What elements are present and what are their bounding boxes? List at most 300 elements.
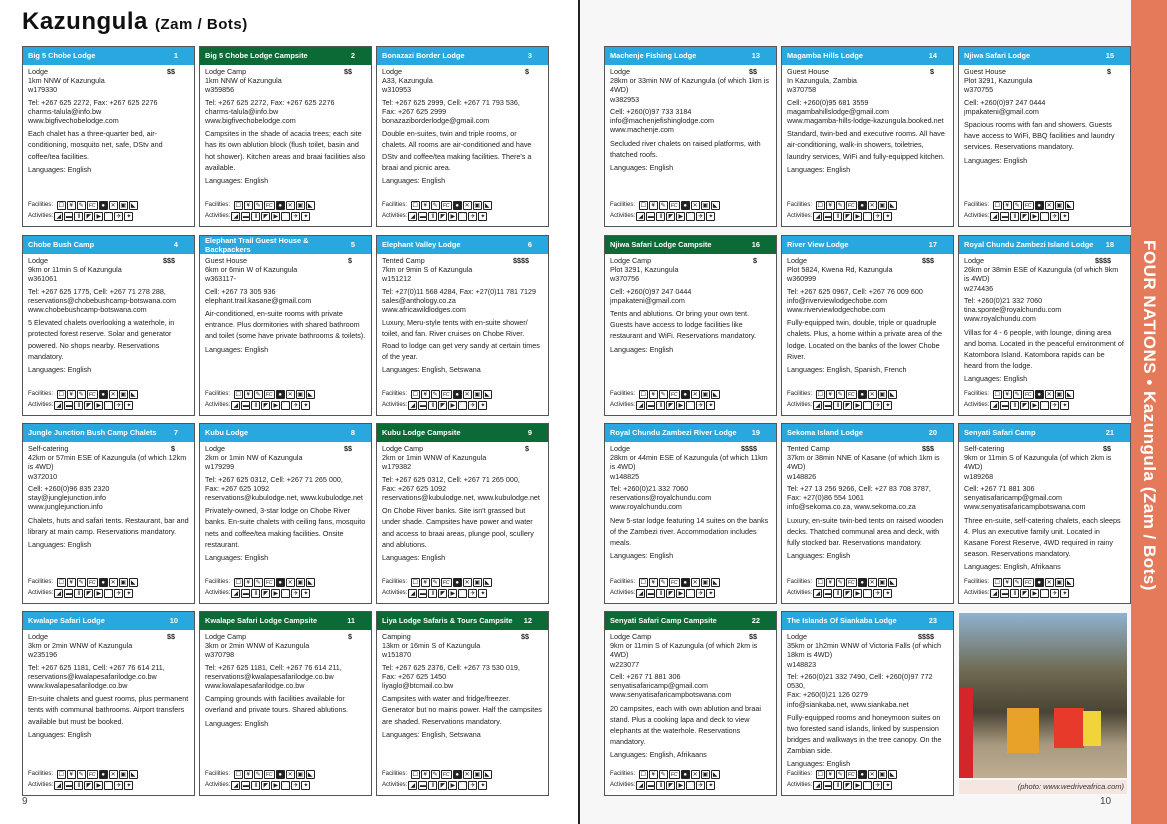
contact-line[interactable]: www.royalchundu.com xyxy=(964,314,1036,324)
contact-line: Tel: +267 625 1775, Cell: +267 71 278 288, xyxy=(28,286,166,296)
activity-icon: ◢ xyxy=(990,589,999,598)
activity-icon: ✦ xyxy=(303,403,309,409)
facilities-label: Facilities: xyxy=(610,770,636,777)
facility-icon: ● xyxy=(99,578,108,587)
facility-icon: FC xyxy=(264,578,275,587)
facility-icon: ◣ xyxy=(306,578,315,587)
activity-icon: ⌒ xyxy=(282,214,289,220)
activity-icon: Ⅱ xyxy=(833,401,842,410)
contact-line[interactable]: senyatisafaricamp@gmail.com xyxy=(964,493,1062,503)
activity-icon: ◢ xyxy=(990,212,999,221)
contact-line[interactable]: stay@junglejunction.info xyxy=(28,493,107,503)
listing-card xyxy=(22,235,195,416)
listing-code: w151212 xyxy=(382,274,412,284)
activity-icon: Ⅱ xyxy=(656,401,665,410)
listing-location: 9km or 11min S of Kazungula (of which 2km is 4WD) xyxy=(964,453,1112,472)
facility-icon: ✎ xyxy=(837,203,843,209)
facility-icon: ▣ xyxy=(879,772,886,778)
facility-icon: ◣ xyxy=(129,201,138,210)
facilities-label: Facilities: xyxy=(382,578,408,585)
price-rating: $ xyxy=(171,444,175,453)
icon-rows xyxy=(205,200,315,222)
facilities-label: Facilities: xyxy=(28,770,54,777)
contact-line[interactable]: reservations@kwalapesafarilodge.co.bw xyxy=(205,671,334,681)
contact-line[interactable]: www.magamba-hills-lodge-kazungula.booked.net xyxy=(787,116,944,126)
listing-languages: Languages: English xyxy=(610,162,674,172)
contact-line[interactable]: sales@anthology.co.za xyxy=(382,295,456,305)
contact-line[interactable]: info@machenjefishinglodge.com xyxy=(610,116,714,126)
facility-icon: ¥ xyxy=(67,578,76,587)
contact-line: Cell: +260(0)97 733 3184 xyxy=(610,106,692,116)
listing-card xyxy=(781,46,954,227)
facility-icon: ▣ xyxy=(702,772,709,778)
contact-line[interactable]: www.bigfivechobelodge.com xyxy=(205,116,296,126)
activity-icon: ◤ xyxy=(84,212,93,221)
activity-icon: ▶ xyxy=(853,212,862,221)
listing-name: Machenje Fishing Lodge xyxy=(610,51,697,61)
contact-line[interactable]: Fax: +267 625 1092 xyxy=(205,483,270,493)
activity-icon: ◤ xyxy=(438,212,447,221)
listing-header xyxy=(782,612,953,630)
listing-description: On Chobe River banks. Site isn't grassed but under shade. Campsites have power and water and access to braai areas, plunge pool, scullery and ablutions. xyxy=(382,506,534,549)
listing-type: Guest House xyxy=(964,67,1006,76)
contact-line: Tel: +267 625 2999, Cell: +267 71 793 536, xyxy=(382,97,520,107)
contact-line[interactable]: info@sekoma.co.za, www.sekoma.co.za xyxy=(787,502,916,512)
listing-description: Spacious rooms with fan and showers. Guests have access to WiFi, BBQ facilities and laundry services. Reservations mandatory. xyxy=(964,120,1115,152)
contact-block xyxy=(382,663,543,691)
facility-icon: ● xyxy=(99,770,108,779)
activity-icon: ✈ xyxy=(116,403,122,409)
listing-location: 9km or 11min S of Kazungula xyxy=(28,265,122,275)
facility-icon: ✕ xyxy=(869,203,875,209)
listing-location: 3km or 2min WNW of Kazungula xyxy=(28,641,133,651)
facility-icon: ☐ xyxy=(994,203,1000,209)
listing-name: Big 5 Chobe Lodge xyxy=(28,51,96,61)
page-number-right: 10 xyxy=(1100,796,1112,807)
contact-line[interactable]: www.chobebushcamp-botswana.com xyxy=(28,305,147,315)
activity-icon: ✦ xyxy=(480,214,486,220)
listing-type: Self-catering xyxy=(28,444,69,453)
activity-icon: ◤ xyxy=(261,589,270,598)
page-number-left: 9 xyxy=(22,796,28,807)
contact-line: Cell: +260(0)97 247 0444 xyxy=(610,286,692,296)
price-rating: $$ xyxy=(344,67,352,76)
activity-icon: Ⅱ xyxy=(74,401,83,410)
facility-icon: ● xyxy=(453,770,462,779)
activity-icon: ◢ xyxy=(231,781,240,790)
contact-line[interactable]: jmpakateni@gmail.com xyxy=(964,106,1039,116)
listing-number: 13 xyxy=(751,51,760,61)
listing-header xyxy=(959,424,1130,442)
listing-description: Fully-equipped rooms and honeymoon suites on two forested sand islands, linked by suspension bridges and walkways in the tree canopy. On the Zambian side. xyxy=(787,712,942,756)
listing-number: 3 xyxy=(527,51,532,61)
listing-number: 10 xyxy=(169,616,178,626)
contact-line[interactable]: info@siankaba.net, www.siankaba.net xyxy=(787,699,909,709)
contact-line[interactable]: www.kwalapesafarilodge.co.bw xyxy=(28,681,128,691)
facility-icon: ✎ xyxy=(255,580,261,586)
facility-icon: ☐ xyxy=(817,580,823,586)
icon-rows xyxy=(964,200,1074,222)
listing-type: Lodge xyxy=(787,256,807,265)
activity-icon: ▶ xyxy=(448,401,457,410)
icon-rows xyxy=(205,389,315,411)
activity-icon: ◢ xyxy=(54,401,63,410)
facilities-label: Facilities: xyxy=(28,390,54,397)
listing-number: 22 xyxy=(751,616,760,626)
facility-icon: ☐ xyxy=(58,392,64,398)
listing-description: Luxury, en-suite twin-bed tents on raised wooden decks. Thatched communal area and deck, with fully stocked bar. Reservations mandatory. xyxy=(787,515,944,547)
activity-icon: ◢ xyxy=(636,781,645,790)
activity-icon: ▬ xyxy=(242,214,249,220)
contact-block xyxy=(787,98,948,126)
facility-icon: ▣ xyxy=(702,203,709,209)
facility-icon: ☐ xyxy=(817,392,823,398)
activity-icon: ◤ xyxy=(438,589,447,598)
facilities-label: Facilities: xyxy=(205,390,231,397)
facility-icon: ● xyxy=(1035,201,1044,210)
activity-icon: Ⅱ xyxy=(251,212,260,221)
listing-description: Villas for 4 - 6 people, with lounge, dining area and boma. Located in the peaceful environment of Katombora Island. Katombora rapids can be heard from the lodge. xyxy=(964,327,1124,370)
activity-icon: ✈ xyxy=(1052,403,1058,409)
facility-icon: ✕ xyxy=(110,392,116,398)
listing-code: w179382 xyxy=(382,462,412,472)
listing-card xyxy=(604,46,777,227)
listing-name: Njiwa Safari Lodge Campsite xyxy=(610,240,712,250)
facility-icon: ▣ xyxy=(474,772,481,778)
activity-icon: ✈ xyxy=(116,591,122,597)
listing-description: Campsites in the shade of acacia trees; each site has its own ablution block (flush toilet, basin and hot shower). Kitchen areas and braai facilities also available. xyxy=(205,129,366,172)
listing-card xyxy=(376,611,549,796)
listing-name: The Islands Of Siankaba Lodge xyxy=(787,616,897,626)
contact-line[interactable]: reservations@kwalapesafarilodge.co.bw xyxy=(28,671,157,681)
activities-label: Activities: xyxy=(205,781,231,788)
activity-icon: ⌒ xyxy=(282,403,289,409)
facility-icon: ▣ xyxy=(120,580,127,586)
icon-rows xyxy=(28,200,138,222)
contact-line[interactable]: senyatisafaricamp@gmail.com xyxy=(610,681,708,691)
listing-number: 6 xyxy=(527,240,532,250)
contact-block xyxy=(610,484,771,512)
listing-code: w363117- xyxy=(205,274,237,284)
facility-icon: ☐ xyxy=(994,580,1000,586)
activities-label: Activities: xyxy=(610,589,636,596)
facility-icon: ✎ xyxy=(78,580,84,586)
activities-label: Activities: xyxy=(205,212,231,219)
listing-header xyxy=(782,424,953,442)
facility-icon: ▣ xyxy=(474,580,481,586)
listing-location: 28km or 33min NW of Kazungula (of which 1km is 4WD) xyxy=(610,76,769,95)
activity-icon: ✈ xyxy=(1052,591,1058,597)
contact-line[interactable]: www.junglejunction.info xyxy=(28,502,103,512)
contact-line[interactable]: charms-talula@info.bw xyxy=(205,106,279,116)
listing-number: 21 xyxy=(1105,428,1114,438)
listing-name: Liya Lodge Safaris & Tours Campsite xyxy=(382,616,513,626)
facility-icon: ☐ xyxy=(640,580,646,586)
activities-label: Activities: xyxy=(964,212,990,219)
contact-line: Cell: +267 73 305 936 xyxy=(205,286,276,296)
listing-type: Lodge xyxy=(382,67,402,76)
activity-icon: ▬ xyxy=(824,403,831,409)
listing-name: Kubu Lodge xyxy=(205,428,249,438)
activity-icon: ▶ xyxy=(853,401,862,410)
listing-code: w360999 xyxy=(787,274,817,284)
contact-line[interactable]: www.senyatisafaricampbotswana.com xyxy=(610,690,732,700)
contact-block xyxy=(964,296,1125,324)
listing-languages: Languages: English, Spanish, French xyxy=(787,364,907,374)
activity-icon: ▶ xyxy=(94,212,103,221)
facility-icon: ✕ xyxy=(110,772,116,778)
price-rating: $$$$ xyxy=(513,256,529,265)
listing-header xyxy=(23,612,194,630)
activity-icon: ⌒ xyxy=(687,591,694,597)
listing-type: Self-catering xyxy=(964,444,1005,453)
contact-line[interactable]: www.kwalapesafarilodge.co.bw xyxy=(205,681,305,691)
activity-icon: ✈ xyxy=(698,783,704,789)
contact-line[interactable]: elephant.trail.kasane@gmail.com xyxy=(205,295,312,305)
facility-icon: ▣ xyxy=(297,580,304,586)
listing-location: 7km or 9min S of Kazungula xyxy=(382,265,473,275)
activity-icon: ◢ xyxy=(636,212,645,221)
listing-header xyxy=(377,612,548,630)
listing-number: 17 xyxy=(928,240,937,250)
activity-icon: ✦ xyxy=(1062,214,1068,220)
facility-icon: ● xyxy=(1035,390,1044,399)
activity-icon: ▶ xyxy=(676,589,685,598)
facility-icon: ☐ xyxy=(58,772,64,778)
activity-icon: ⌒ xyxy=(459,214,466,220)
facility-icon: FC xyxy=(1023,578,1034,587)
listing-languages: Languages: English xyxy=(787,164,851,174)
activity-icon: ✈ xyxy=(698,591,704,597)
listing-code: w148825 xyxy=(610,471,640,481)
contact-line: Tel: +267 625 1181, Cell: +267 76 614 211, xyxy=(28,662,165,672)
facility-icon: ▣ xyxy=(120,203,127,209)
price-rating: $ xyxy=(348,632,352,641)
activity-icon: ▶ xyxy=(94,781,103,790)
facility-icon: ¥ xyxy=(649,578,658,587)
activity-icon: ▶ xyxy=(676,212,685,221)
contact-line[interactable]: www.machenje.com xyxy=(610,125,674,135)
listing-name: Royal Chundu Zambezi River Lodge xyxy=(610,428,737,438)
contact-line[interactable]: magambahillslodge@gmail.com xyxy=(787,106,889,116)
listing-number: 2 xyxy=(350,51,355,61)
facilities-label: Facilities: xyxy=(964,390,990,397)
listing-name: Bonazazi Border Lodge xyxy=(382,51,465,61)
icon-rows xyxy=(787,389,897,411)
facility-icon: ¥ xyxy=(421,390,430,399)
facility-icon: ◣ xyxy=(888,770,897,779)
activity-icon: ✈ xyxy=(875,783,881,789)
listing-card xyxy=(958,423,1131,604)
activity-icon: ◢ xyxy=(813,589,822,598)
activity-icon: ⌒ xyxy=(282,783,289,789)
facility-icon: ● xyxy=(276,770,285,779)
activity-icon: ◤ xyxy=(1020,212,1029,221)
activity-icon: ▶ xyxy=(1030,401,1039,410)
facility-icon: ✕ xyxy=(692,580,698,586)
contact-line: Tel: +27(0)11 568 4284, Fax: +27(0)11 781 7129 xyxy=(382,286,536,296)
listing-code: w370798 xyxy=(205,650,235,660)
activity-icon: ◢ xyxy=(231,212,240,221)
contact-line: Tel: +260(0)21 332 7490, Cell: +260(0)97 772 0530, xyxy=(787,671,933,691)
activity-icon: ◢ xyxy=(813,781,822,790)
activities-label: Activities: xyxy=(610,781,636,788)
facility-icon: ✎ xyxy=(660,392,666,398)
listing-number: 19 xyxy=(751,428,760,438)
contact-line[interactable]: www.riverviewlodgechobe.com xyxy=(787,305,886,315)
contact-line[interactable]: reservations@kubulodge.net, www.kubulodge.net xyxy=(205,493,363,503)
contact-block xyxy=(964,484,1125,512)
activity-icon: ⌒ xyxy=(459,591,466,597)
activity-icon: ⌒ xyxy=(459,403,466,409)
facility-icon: ● xyxy=(276,390,285,399)
facility-icon: ▣ xyxy=(297,203,304,209)
contact-block xyxy=(205,287,366,305)
listing-type: Guest House xyxy=(205,256,247,265)
listing-location: Plot 3291, Kazungula xyxy=(964,76,1033,86)
contact-block xyxy=(964,98,1125,116)
listing-location: A33, Kazungula xyxy=(382,76,433,86)
activity-icon: ▬ xyxy=(824,783,831,789)
activity-icon: Ⅱ xyxy=(1010,212,1019,221)
contact-block xyxy=(610,672,771,700)
listing-name: Big 5 Chobe Lodge Campsite xyxy=(205,51,308,61)
activity-icon: ▬ xyxy=(419,591,426,597)
contact-line[interactable]: reservations@chobebushcamp-botswana.com xyxy=(28,295,176,305)
listing-type: Lodge xyxy=(28,632,48,641)
facility-icon: ✎ xyxy=(660,203,666,209)
activity-icon: ▶ xyxy=(94,589,103,598)
facility-icon: FC xyxy=(441,390,452,399)
listing-description: Each chalet has a three-quarter bed, air-conditioning, mosquito net, safe, DStv and coffee/tea facilities. xyxy=(28,129,163,161)
listing-languages: Languages: English xyxy=(205,344,269,354)
activity-icon: ▶ xyxy=(94,401,103,410)
facility-icon: FC xyxy=(441,578,452,587)
activities-label: Activities: xyxy=(964,401,990,408)
listing-card xyxy=(958,46,1131,227)
facility-icon: ☐ xyxy=(235,580,241,586)
listing-languages: Languages: English, Setswana xyxy=(382,364,481,374)
activity-icon: ◢ xyxy=(990,401,999,410)
contact-block xyxy=(787,672,948,709)
contact-line: Cell: +260(0)95 681 3559 xyxy=(787,97,869,107)
facility-icon: ☐ xyxy=(58,580,64,586)
contact-line: Tel: +267 625 2376, Cell: +267 73 530 019, xyxy=(382,662,520,672)
facility-icon: ✎ xyxy=(432,772,438,778)
facility-icon: ☐ xyxy=(235,203,241,209)
activity-icon: ⌒ xyxy=(282,591,289,597)
facility-icon: ☐ xyxy=(640,772,646,778)
facility-icon: ¥ xyxy=(421,770,430,779)
activity-icon: ✦ xyxy=(126,214,132,220)
listing-location: 2km or 1min WNW of Kazungula xyxy=(382,453,487,463)
contact-line[interactable]: Fax: +267 625 2999 xyxy=(382,106,447,116)
listing-type: Lodge xyxy=(964,256,984,265)
activity-icon: ⌒ xyxy=(1041,591,1048,597)
activity-icon: Ⅱ xyxy=(428,589,437,598)
contact-line[interactable]: www.bigfivechobelodge.com xyxy=(28,116,119,126)
activity-icon: ✦ xyxy=(126,591,132,597)
contact-line[interactable]: reservations@kubulodge.net, www.kubulodge.net xyxy=(382,493,540,503)
facility-icon: ☐ xyxy=(412,580,418,586)
facility-icon: ▣ xyxy=(1056,392,1063,398)
contact-line[interactable]: charms-talula@info.bw xyxy=(28,106,102,116)
activity-icon: ✦ xyxy=(126,783,132,789)
listing-code: w370758 xyxy=(787,85,817,95)
activity-icon: ⌒ xyxy=(687,783,694,789)
listing-number: 1 xyxy=(173,51,178,61)
facilities-label: Facilities: xyxy=(964,201,990,208)
listing-header xyxy=(23,236,194,254)
facility-icon: ▣ xyxy=(474,203,481,209)
activity-icon: ✦ xyxy=(708,214,714,220)
activity-icon: Ⅱ xyxy=(251,401,260,410)
activity-icon: ✈ xyxy=(116,783,122,789)
contact-line[interactable]: www.royalchundu.com xyxy=(610,502,682,512)
contact-line[interactable]: Fax: +267 625 1450 xyxy=(382,671,447,681)
contact-line[interactable]: liyaglo@btcmail.co.bw xyxy=(382,681,454,691)
facility-icon: ☐ xyxy=(817,203,823,209)
facility-icon: ✕ xyxy=(287,772,293,778)
listing-card xyxy=(199,611,372,796)
facility-icon: ¥ xyxy=(826,770,835,779)
activity-icon: ◤ xyxy=(843,212,852,221)
activity-icon: ⌒ xyxy=(1041,214,1048,220)
listing-header xyxy=(200,424,371,442)
listing-code: w382953 xyxy=(610,94,640,104)
activity-icon: ▬ xyxy=(65,214,72,220)
activity-icon: ◤ xyxy=(843,401,852,410)
facility-icon: ¥ xyxy=(421,201,430,210)
contact-line: Cell: +267 71 881 306 xyxy=(610,671,681,681)
listing-card xyxy=(958,235,1131,416)
contact-line[interactable]: Fax: +267 625 1092 xyxy=(382,483,447,493)
contact-line[interactable]: jmpakateni@gmail.com xyxy=(610,295,685,305)
activity-icon: ✦ xyxy=(1062,403,1068,409)
activity-icon: ▬ xyxy=(647,403,654,409)
facility-icon: ✎ xyxy=(660,580,666,586)
activity-icon: ✈ xyxy=(470,783,476,789)
contact-line[interactable]: Fax: +27(0)86 554 1061 xyxy=(787,493,864,503)
contact-line[interactable]: bonazaziborderlodge@gmail.com xyxy=(382,116,490,126)
listing-header xyxy=(200,47,371,65)
listing-description: Three en-suite, self-catering chalets, each sleeps 4. Plus an executive family unit. Located in Kasane Forest Reserve, 4WD required in rainy season. Reservations mandatory. xyxy=(964,515,1121,558)
listing-card xyxy=(604,235,777,416)
facility-icon: ● xyxy=(99,390,108,399)
contact-line: Cell: +260(0)96 835 2320 xyxy=(28,483,110,493)
contact-line[interactable]: tina.sponte@royalchundu.com xyxy=(964,305,1062,315)
contact-line[interactable]: www.africawildlodges.com xyxy=(382,305,466,315)
listing-name: Chobe Bush Camp xyxy=(28,240,95,250)
activity-icon: ✦ xyxy=(885,403,891,409)
contact-line[interactable]: Fax: +260(0)21 126 0279 xyxy=(787,690,868,700)
listing-header xyxy=(377,47,548,65)
icon-rows xyxy=(205,769,315,791)
listing-header xyxy=(23,424,194,442)
facility-icon: ◣ xyxy=(483,578,492,587)
activities-label: Activities: xyxy=(382,589,408,596)
contact-line[interactable]: www.senyatisafaricampbotswana.com xyxy=(964,502,1086,512)
contact-line[interactable]: info@riverviewlodgechobe.com xyxy=(787,295,887,305)
price-rating: $$$$ xyxy=(741,444,757,453)
facility-icon: ▣ xyxy=(879,392,886,398)
price-rating: $$ xyxy=(344,444,352,453)
contact-line[interactable]: reservations@royalchundu.com xyxy=(610,493,712,503)
listing-code: w151870 xyxy=(382,650,412,660)
contact-line: Tel: +267 625 0967, Cell: +267 76 009 600 xyxy=(787,286,923,296)
facility-icon: ✕ xyxy=(1046,580,1052,586)
listing-languages: Languages: English xyxy=(28,729,92,739)
